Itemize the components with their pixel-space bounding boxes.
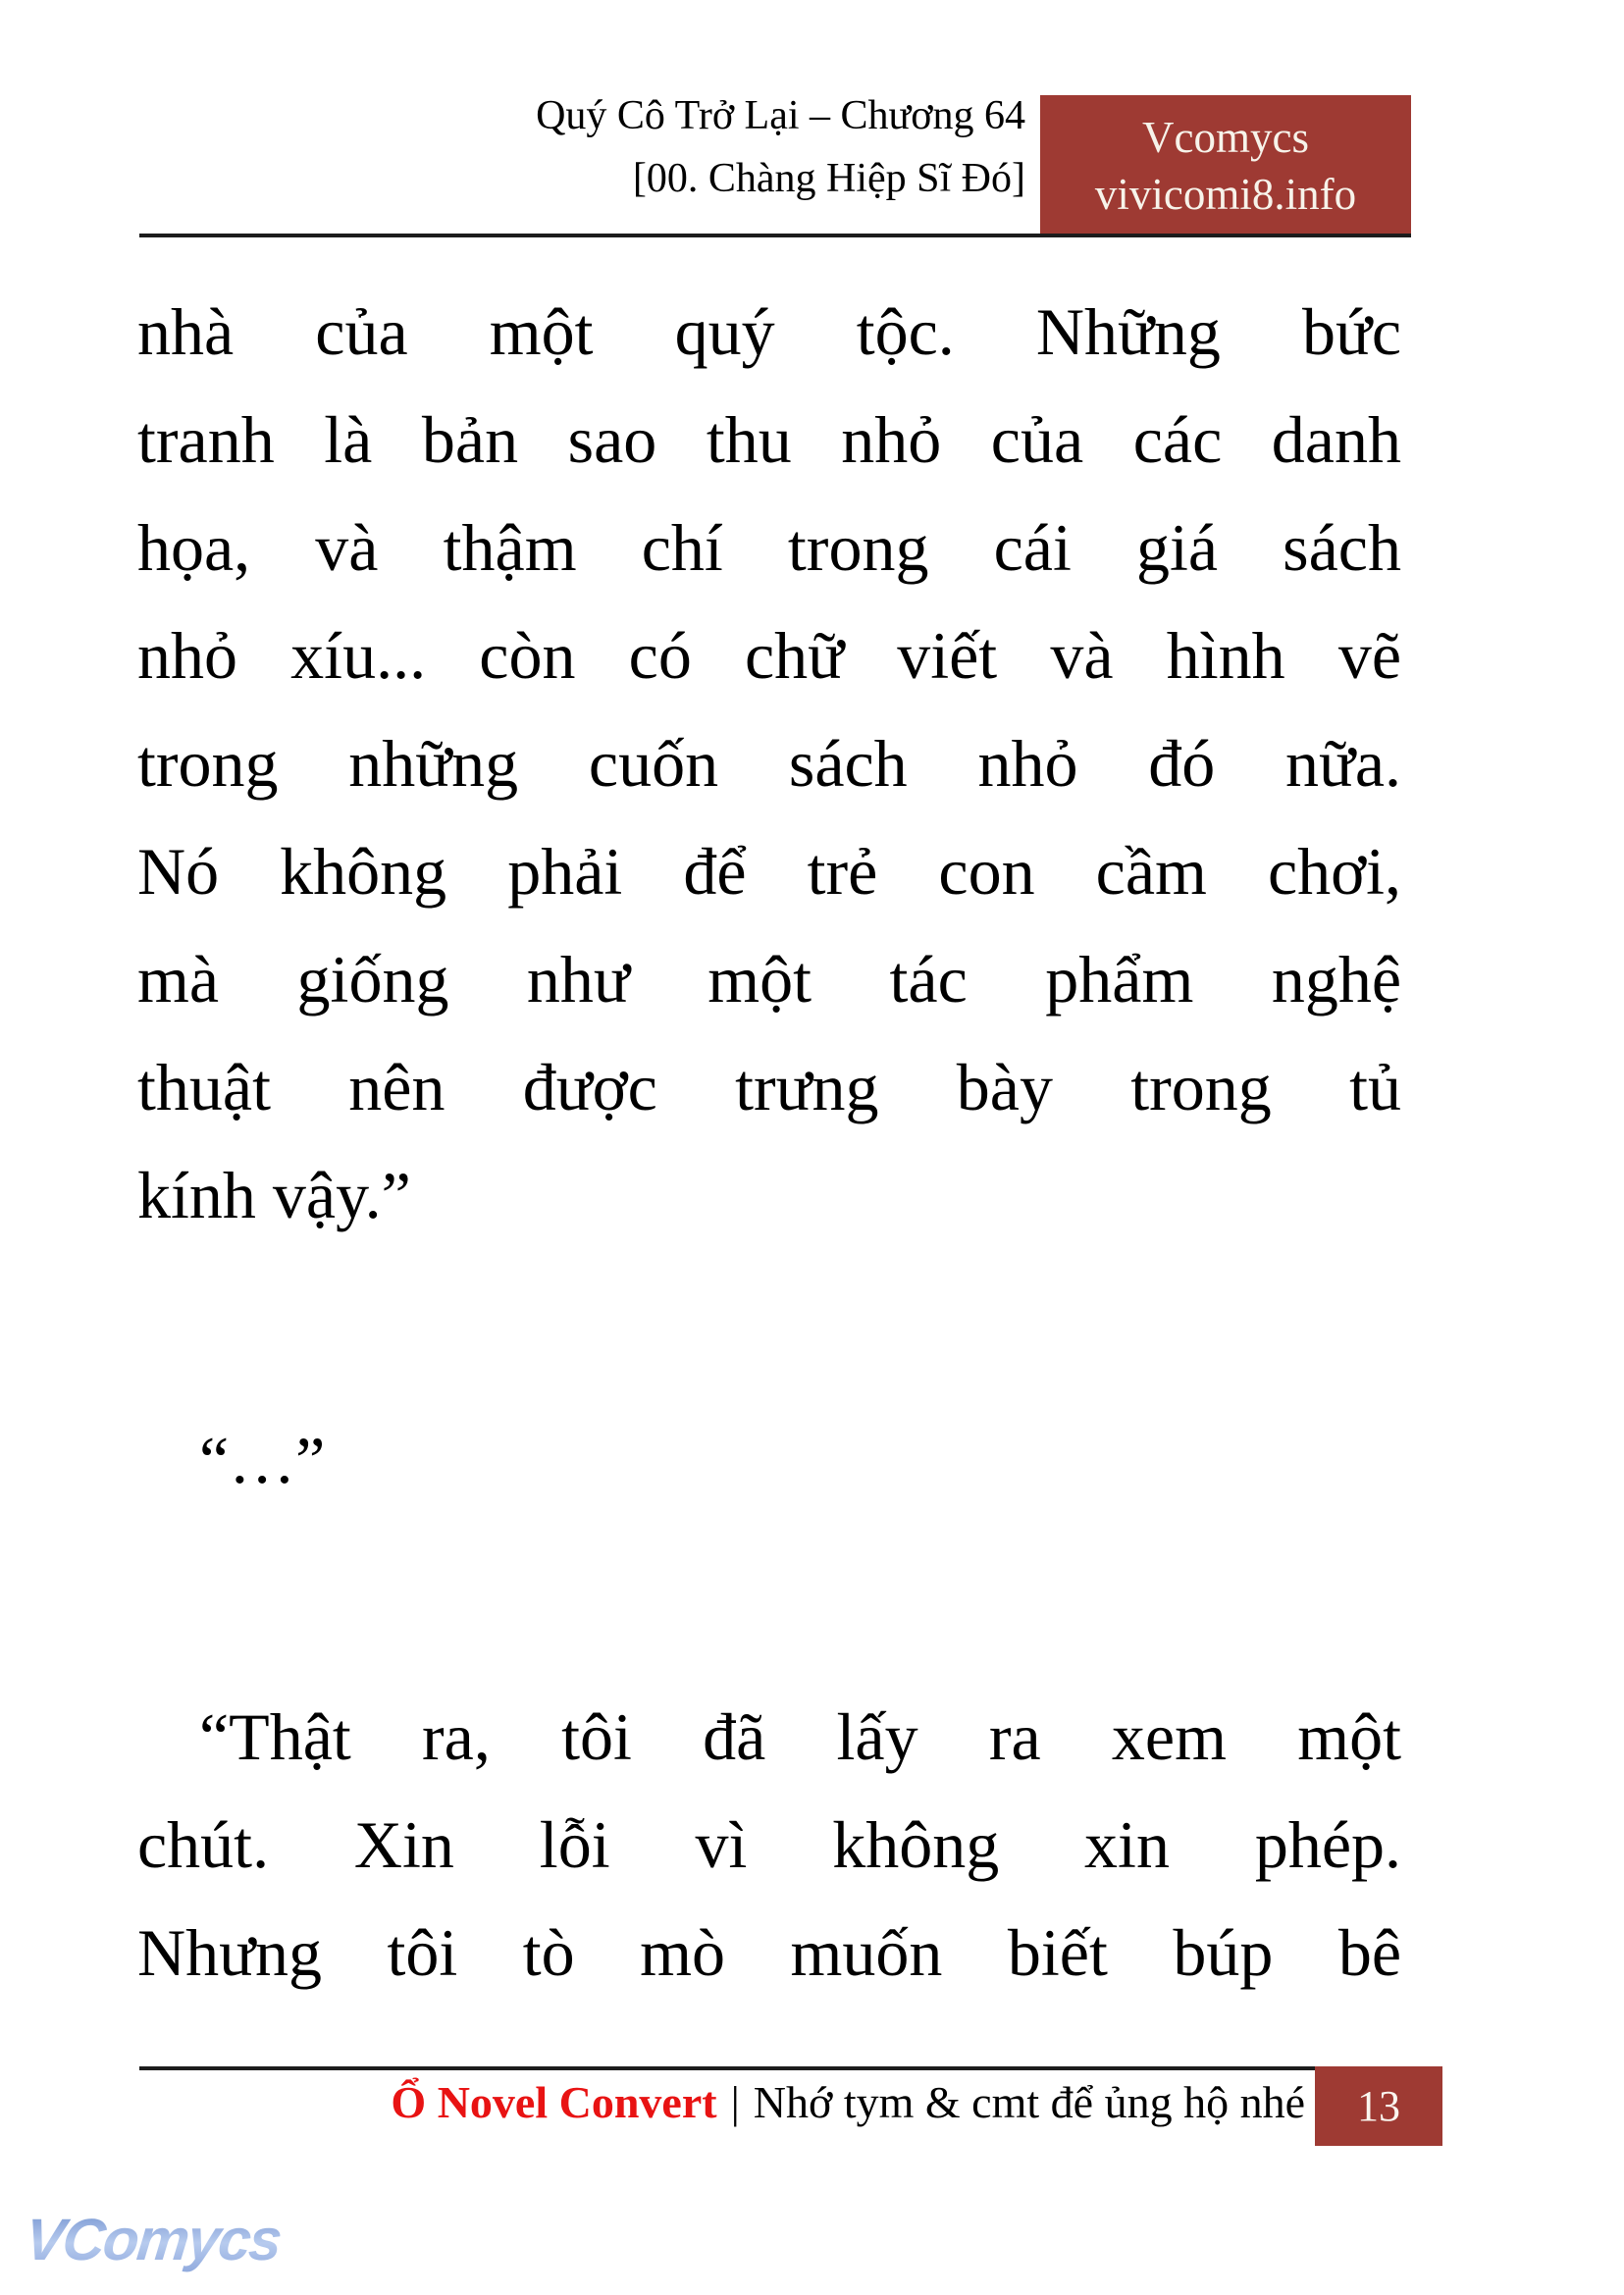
paragraph-1 xyxy=(137,278,1401,1249)
badge-site-url: vivicomi8.info xyxy=(1094,170,1357,219)
header-title xyxy=(137,84,1025,210)
text-line: “Thật ra, tôi đã lấy ra xem một xyxy=(199,1699,1401,1774)
paragraph-3 xyxy=(137,1683,1401,2007)
text-line: Nhưng tôi tò mò muốn biết búp bê xyxy=(137,1915,1401,1990)
vcomycs-logo: VComycs xyxy=(22,2207,284,2272)
chapter-title: Quý Cô Trở Lại – Chương 64 xyxy=(536,93,1025,138)
text-line: mà giống như một tác phẩm nghệ xyxy=(137,942,1401,1017)
text-line: tranh là bản sao thu nhỏ của các danh xyxy=(137,402,1401,477)
chapter-subtitle: [00. Chàng Hiệp Sĩ Đó] xyxy=(632,156,1025,201)
body-text xyxy=(137,278,1401,2007)
text-line: trong những cuốn sách nhỏ đó nữa. xyxy=(137,726,1401,801)
text-line: “…” xyxy=(199,1423,326,1497)
text-line: họa, và thậm chí trong cái giá sách xyxy=(137,510,1401,585)
text-line: chút. Xin lỗi vì không xin phép. xyxy=(137,1807,1401,1882)
paragraph-2 xyxy=(137,1406,1401,1514)
footer-brand-label: Ổ Novel Convert xyxy=(391,2077,717,2127)
badge-site-name: Vcomycs xyxy=(1142,113,1309,162)
text-line: nhỏ xíu... còn có chữ viết và hình vẽ xyxy=(137,618,1401,693)
text-line: thuật nên được trưng bày trong tủ xyxy=(137,1050,1401,1124)
page-number: 13 xyxy=(1357,2082,1400,2130)
footer xyxy=(137,2072,1305,2133)
header-rule xyxy=(139,234,1411,237)
footer-rule xyxy=(139,2066,1315,2070)
translator-badge xyxy=(1040,95,1411,235)
footer-note: Nhớ tym & cmt để ủng hộ nhé xyxy=(753,2077,1305,2127)
page-number-badge xyxy=(1315,2066,1442,2146)
text-line: Nó không phải để trẻ con cầm chơi, xyxy=(137,834,1401,909)
text-line: nhà của một quý tộc. Những bức xyxy=(137,294,1401,369)
footer-separator: | xyxy=(730,2077,740,2127)
text-line: kính vậy.” xyxy=(137,1158,411,1232)
